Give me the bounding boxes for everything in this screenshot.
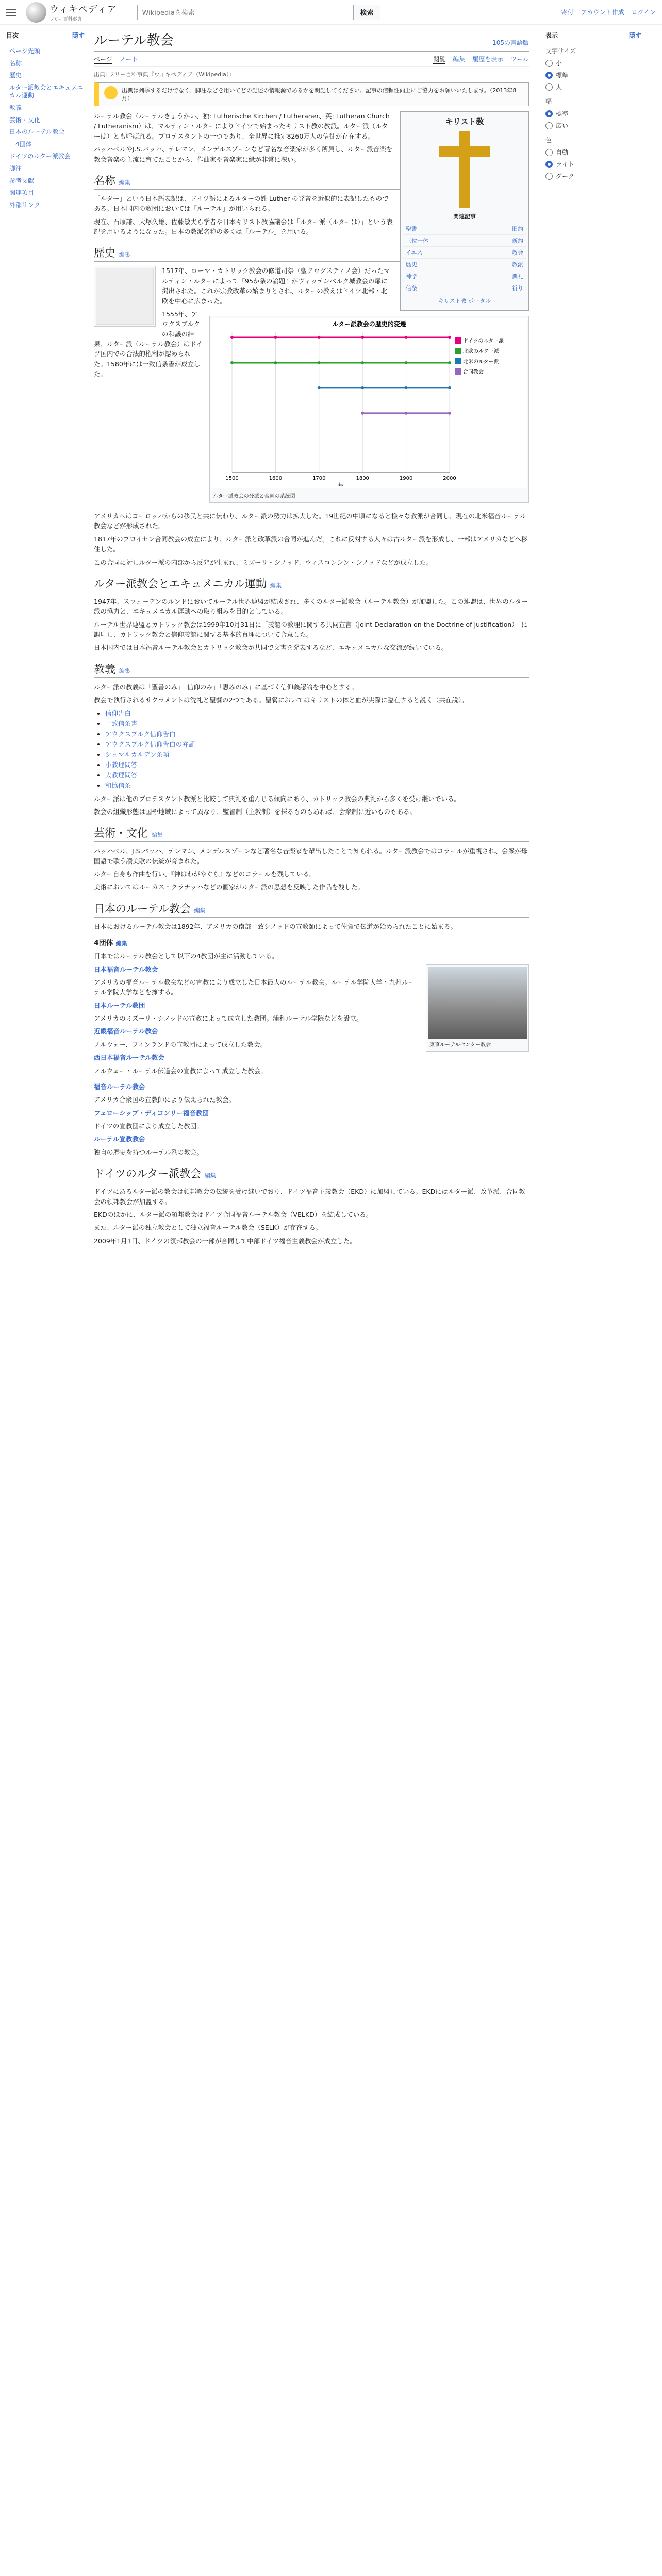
- section-heading: 教義 編集: [94, 661, 529, 678]
- section-heading: 日本のルーテル教会 編集: [94, 901, 529, 918]
- text-size-label: 文字サイズ: [545, 47, 576, 55]
- infobox-link[interactable]: 三位一体: [406, 238, 428, 244]
- edit-link[interactable]: 編集: [151, 832, 163, 839]
- infobox-link[interactable]: 歴史: [406, 261, 417, 268]
- paragraph: ノルウェー、フィンランドの宣教団によって成立した教会。: [94, 1040, 267, 1048]
- tab-page[interactable]: ページ: [94, 55, 112, 64]
- notice-box: [94, 82, 529, 106]
- list-item[interactable]: 一致信条書: [105, 719, 138, 727]
- site-name: ウィキペディア: [49, 4, 117, 15]
- data-point: [448, 361, 451, 364]
- paragraph: 1555年、アウクスブルクの和議の結果、ルター派（ルーテル教会）はドイツ国内での合法的権利が認められた。1580年には一致信条書が成立した。: [94, 310, 203, 378]
- paragraph: 独自の歴史を持つルーテル系の教会。: [94, 1148, 203, 1156]
- x-tick-label: 1800: [356, 476, 369, 481]
- legend-swatch: [455, 348, 461, 354]
- paragraph: ルター派の教義は「聖書のみ」「信仰のみ」「恵みのみ」に基づく信仰義認論を中心とする。: [94, 683, 358, 691]
- radio-icon: [545, 122, 553, 129]
- toc-item[interactable]: 関連項目: [9, 189, 35, 197]
- legend-label: 北米のルター派: [463, 359, 499, 365]
- edit-link[interactable]: 編集: [119, 179, 130, 186]
- radio-icon: [545, 173, 553, 180]
- data-point: [318, 336, 321, 339]
- paragraph: ドイツの宣教団により成立した教団。: [94, 1122, 203, 1130]
- search-button[interactable]: 検索: [353, 5, 380, 20]
- tab-talk[interactable]: ノート: [119, 56, 138, 63]
- data-point: [448, 412, 451, 415]
- list-item[interactable]: アウクスブルク信仰告白: [105, 730, 176, 738]
- paragraph: アメリカへはヨーロッパからの移民と共に伝わり、ルター派の勢力は拡大した。19世紀の中頃になると様々な教派が合同し、現在の北米福音ルーテル教会などが形成された。: [94, 512, 526, 530]
- radio-icon: [545, 161, 553, 168]
- user-links: [561, 8, 656, 16]
- legend-swatch: [455, 337, 461, 344]
- paragraph: 日本におけるルーテル教会は1892年、アメリカの南部一致シノッドの宣教師によって佐賀で伝道が始められたことに始まる。: [94, 922, 457, 930]
- globe-icon: [26, 2, 46, 23]
- data-point: [405, 336, 408, 339]
- tab-edit[interactable]: 編集: [453, 56, 466, 63]
- top-bar: [0, 0, 662, 25]
- data-point: [274, 336, 277, 339]
- data-point: [318, 361, 321, 364]
- article: [85, 25, 538, 1249]
- radio-option[interactable]: ライト: [545, 158, 641, 170]
- x-tick-label: 1700: [312, 476, 326, 481]
- infobox-link[interactable]: 典礼: [512, 273, 523, 280]
- edit-link[interactable]: 編集: [270, 582, 282, 589]
- paragraph: アメリカのミズーリ・シノッドの宣教によって成立した教団。浦和ルーテル学院などを設立。: [94, 1014, 363, 1022]
- width-label: 幅: [545, 98, 552, 105]
- data-point: [361, 386, 364, 389]
- radio-icon: [545, 110, 553, 117]
- infobox-link[interactable]: 新約: [512, 238, 523, 244]
- paragraph: 2009年1月1日、ドイツの領邦教会の一部が合同して中部ドイツ福音主義教会が成立した。: [94, 1236, 356, 1245]
- data-point: [361, 336, 364, 339]
- group-name[interactable]: 西日本福音ルーテル教会: [94, 1054, 164, 1062]
- group-name[interactable]: フェローシップ・ディコンリー福音教団: [94, 1109, 209, 1117]
- x-axis-label: 年: [338, 483, 343, 488]
- legend-label: 合同教会: [463, 369, 484, 375]
- source-line: 出典: フリー百科事典『ウィキペディア（Wikipedia）』: [94, 71, 235, 78]
- notice-text: 出典は列挙するだけでなく、脚注などを用いてどの記述の情報源であるかを明記してください。記事の信頼性向上にご協力をお願いいたします。（2013年8月）: [122, 87, 517, 102]
- paragraph: アメリカ合衆国の宣教師により伝えられた教会。: [94, 1096, 236, 1104]
- doctrine-list: [105, 708, 529, 791]
- toc-item[interactable]: 日本のルーテル教会: [9, 128, 65, 136]
- data-point: [448, 336, 451, 339]
- toc-hide[interactable]: 隠す: [72, 32, 85, 39]
- history-chart: [209, 316, 529, 503]
- group-name[interactable]: ルーテル宣教教会: [94, 1135, 145, 1143]
- paragraph: 「ルター」という日本語表記は、ドイツ語によるルターの姓 Luther の発音を近似的に表記したものである。日本国内の教団においては「ルーテル」が用いられる。: [94, 194, 389, 213]
- search-form: [137, 5, 380, 20]
- infobox-title: キリスト教: [445, 117, 484, 126]
- data-point: [230, 336, 234, 339]
- data-point: [448, 386, 451, 389]
- legend-label: 北欧のルター派: [463, 349, 499, 354]
- site-tagline: フリー百科事典: [49, 17, 82, 22]
- legend-swatch: [455, 358, 461, 364]
- portrait-image: [96, 268, 154, 325]
- page-title: ルーテル教会: [94, 33, 174, 48]
- toc-item[interactable]: ページ先頭: [9, 47, 40, 55]
- infobox-link[interactable]: 神学: [406, 273, 417, 280]
- section-heading: 名称 編集: [94, 173, 529, 190]
- radio-icon: [545, 60, 553, 67]
- paragraph: ルター派は他のプロテスタント教派と比較して典礼を重んじる傾向にあり、カトリック教会の典礼から多くを受け継いでいる。: [94, 794, 461, 803]
- paragraph: 日本国内では日本福音ルーテル教会とカトリック教会が共同で文書を発表するなど、エキュメニカルな交流が続いている。: [94, 643, 448, 652]
- infobox-link[interactable]: 聖書: [406, 226, 417, 232]
- legend-label: ドイツのルター派: [463, 338, 504, 344]
- language-button[interactable]: 105の言語版: [492, 39, 529, 46]
- chart-svg: [211, 318, 527, 488]
- toc-item[interactable]: 教義: [9, 104, 22, 111]
- group-name[interactable]: 福音ルーテル教会: [94, 1082, 145, 1091]
- infobox-link[interactable]: 信条: [406, 285, 417, 292]
- toc-item[interactable]: 4団体: [15, 140, 32, 148]
- list-item[interactable]: 信仰告白: [105, 709, 131, 717]
- x-tick-label: 1900: [399, 476, 413, 481]
- church-photo[interactable]: [426, 964, 529, 1052]
- section-heading: 芸術・文化 編集: [94, 825, 529, 842]
- infobox-subtitle: 関連記事: [453, 213, 476, 220]
- tab-read[interactable]: 閲覧: [433, 55, 445, 64]
- paragraph: 1517年、ローマ・カトリック教会の修道司祭（聖アウグスティノ会）だったマルティン・ルターによって『95か条の論題』がヴィッテンベルク城教会の扉に掲出された。これが宗教改革の始まりとされ、ルターの教えはドイツ北部・北欧を中心に広まった。: [162, 267, 390, 305]
- tab-history[interactable]: 履歴を表示: [472, 56, 504, 63]
- photo-caption: 東京ルーテルセンター教会: [429, 1042, 491, 1048]
- infobox-link[interactable]: 旧約: [512, 226, 523, 232]
- search-input[interactable]: [137, 5, 354, 20]
- data-point: [405, 412, 408, 415]
- radio-option[interactable]: 自動: [545, 146, 641, 158]
- x-tick-label: 1600: [269, 476, 283, 481]
- luther-portrait[interactable]: [94, 266, 156, 327]
- panel-title: 表示: [545, 32, 558, 39]
- radio-icon: [545, 72, 553, 79]
- radio-icon: [545, 83, 553, 91]
- data-point: [405, 361, 408, 364]
- paragraph: 1947年、スウェーデンのルンドにおいてルーテル世界連盟が結成され、多くのルター派教会（ルーテル教会）が加盟した。この連盟は、世界のルター派の協力と、エキュメニカル運動への取り組みを目的としている。: [94, 597, 528, 616]
- infobox: [400, 111, 529, 311]
- radio-option[interactable]: 大: [545, 81, 641, 93]
- list-item[interactable]: 和協信条: [105, 781, 131, 789]
- paragraph: ルター自身も作曲を行い、『神はわがやぐら』などのコラールを残している。: [94, 870, 316, 878]
- create-account-link[interactable]: アカウント作成: [581, 9, 624, 16]
- list-item[interactable]: アウクスブルク信仰告白の弁証: [105, 740, 195, 748]
- edit-link[interactable]: 編集: [119, 251, 130, 259]
- toc-title: 目次: [6, 32, 19, 39]
- data-point: [274, 361, 277, 364]
- group-name[interactable]: 日本福音ルーテル教会: [94, 965, 158, 973]
- paragraph: EKDのほかに、ルター派の領邦教会はドイツ合同福音ルーテル教会（VELKD）を結成している。: [94, 1210, 373, 1218]
- panel-hide[interactable]: 隠す: [628, 32, 641, 39]
- list-item[interactable]: 大教理問答: [105, 771, 138, 779]
- x-tick-label: 1500: [225, 476, 239, 481]
- menu-icon[interactable]: [6, 9, 16, 16]
- chart-caption: ルター派教会の分派と合同の系統図: [213, 494, 295, 499]
- group-name[interactable]: 日本ルーテル教団: [94, 1001, 145, 1009]
- toc-item[interactable]: 参考文献: [9, 177, 35, 184]
- cross-icon: [434, 131, 495, 208]
- radio-option[interactable]: 広い: [545, 120, 641, 131]
- donate-link[interactable]: 寄付: [561, 9, 574, 16]
- list-item[interactable]: 小教理問答: [105, 760, 138, 769]
- paragraph: この合同に対しルター派の内部から反発が生まれ、ミズーリ・シノッド、ウィスコンシン・シノッドなどが成立した。: [94, 558, 433, 566]
- page-tabs: [94, 55, 529, 67]
- edit-link[interactable]: 編集: [119, 667, 130, 674]
- toc-item[interactable]: 外部リンク: [9, 201, 40, 209]
- paragraph: 日本ではルーテル教会として以下の4教団が主に活動している。: [94, 952, 278, 960]
- color-label: 色: [545, 137, 552, 144]
- radio-option[interactable]: 小: [545, 57, 641, 69]
- paragraph: また、ルター派の独立教会として独立福音ルーテル教会（SELK）が存在する。: [94, 1224, 322, 1232]
- infobox-link[interactable]: 教会: [512, 249, 523, 256]
- data-point: [361, 412, 364, 415]
- infobox-link[interactable]: 教派: [512, 261, 523, 268]
- legend-swatch: [455, 368, 461, 375]
- search-placeholder: Wikipediaを検索: [142, 9, 195, 17]
- paragraph: ノルウェー・ルーテル伝道会の宣教によって成立した教会。: [94, 1066, 267, 1075]
- paragraph: 教会の組織形態は国や地域によって異なり、監督制（主教制）を採るものもあれば、会衆制に近いものもある。: [94, 807, 417, 816]
- toc-item[interactable]: ドイツのルター派教会: [9, 152, 71, 160]
- warning-icon: [104, 86, 118, 99]
- radio-icon: [545, 149, 553, 156]
- edit-link[interactable]: 編集: [115, 940, 127, 947]
- church-image: [428, 967, 527, 1039]
- paragraph: アメリカの福音ルーテル教会などの宣教により成立した日本最大のルーテル教会。ルーテル学院大学・九州ルーテル学院大学などを擁する。: [94, 978, 415, 996]
- edit-link[interactable]: 編集: [194, 907, 206, 914]
- toc-item[interactable]: 歴史: [9, 72, 22, 79]
- infobox-link[interactable]: イエス: [406, 249, 423, 256]
- paragraph: 美術においてはルーカス・クラナッハなどの画家がルター派の思想を反映した作品を残した。: [94, 883, 365, 891]
- group-name[interactable]: 近畿福音ルーテル教会: [94, 1027, 158, 1036]
- paragraph: ドイツにあるルター派の教会は領邦教会の伝統を受け継いでおり、ドイツ福音主義教会（EKD）に加盟している。EKDにはルター派、改革派、合同教会の領邦教会が加盟する。: [94, 1188, 525, 1206]
- data-point: [230, 361, 234, 364]
- data-point: [361, 361, 364, 364]
- subsection-heading: 4団体 編集: [94, 939, 127, 948]
- appearance-panel: [538, 25, 641, 1249]
- section-heading: ルター派教会とエキュメニカル運動 編集: [94, 575, 529, 592]
- toc-item[interactable]: ルター派教会とエキュメニカル運動: [9, 83, 84, 99]
- radio-option[interactable]: 標準: [545, 69, 641, 81]
- tab-tools[interactable]: ツール: [510, 56, 529, 63]
- toc-item[interactable]: 名称: [9, 59, 22, 67]
- site-logo[interactable]: [26, 2, 117, 23]
- paragraph: パッハベル、J.S.バッハ、テレマン、メンデルスゾーンなど著名な音楽家を輩出したことで知られる。ルター派教会ではコラールが重視され、会衆が母国語で歌う讃美歌の伝統が育まれた。: [94, 847, 528, 865]
- list-item[interactable]: シュマルカルデン条項: [105, 750, 170, 758]
- chart-title: ルター派教会の歴史的変遷: [332, 320, 406, 328]
- section-heading: 歴史 編集: [94, 245, 529, 262]
- edit-link[interactable]: 編集: [204, 1172, 216, 1179]
- data-point: [405, 386, 408, 389]
- login-link[interactable]: ログイン: [631, 9, 656, 16]
- x-tick-label: 2000: [443, 476, 456, 481]
- portal-link[interactable]: キリスト教 ポータル: [438, 298, 491, 304]
- intro-paragraph: パッハベルやJ.S.バッハ、テレマン、メンデルスゾーンなど著名な音楽家が多く所属し、ルター派音楽を教会音楽の主流に育てたことから、作曲家や音楽家に縁が非常に深い。: [94, 145, 393, 163]
- toc-item[interactable]: 脚注: [9, 164, 22, 172]
- paragraph: 1817年のプロイセン合同教会の成立により、ルター派と改革派の合同が進んだ。これに反対する人々は古ルター派を形成し、一部はアメリカなどへ移住した。: [94, 535, 528, 553]
- paragraph: ルーテル世界連盟とカトリック教会は1999年10月31日に「義認の教理に関する共同宣言（Joint Declaration on the Doctrine of Justification）」に調印し、カトリック教会と信仰義認に関する基本的真理について合意した。: [94, 620, 528, 638]
- paragraph: 教会で執行されるサクラメントは洗礼と聖餐の2つである。聖餐においてはキリストの体と血が実際に臨在すると説く（共在説）。: [94, 696, 468, 704]
- section-heading: ドイツのルター派教会 編集: [94, 1165, 529, 1182]
- infobox-link[interactable]: 祈り: [512, 285, 523, 292]
- toc: [6, 25, 85, 1249]
- toc-item[interactable]: 芸術・文化: [9, 116, 41, 124]
- data-point: [318, 386, 321, 389]
- intro-paragraph: ルーテル教会（ルーテルきょうかい、独: Lutherische Kirchen / Lutheraner、英: Lutheran Church / Lutheranism）は、マルティン・ルターによりドイツで始まったキリスト教の教派。ルター派（ルターは）とも呼ばれる。プロテスタントの一つであり、全世界に推定8260万人の信徒が存在する。: [94, 112, 390, 140]
- paragraph: 現在、石原謙、大塚久雄、佐藤敏夫ら学者や日本キリスト教協議会は「ルター派（ルターは）」という表記を用いるようになった。日本の教派名称の多くは「ルーテル」を用いる。: [94, 217, 393, 235]
- radio-option[interactable]: ダーク: [545, 170, 641, 182]
- radio-option[interactable]: 標準: [545, 108, 641, 120]
